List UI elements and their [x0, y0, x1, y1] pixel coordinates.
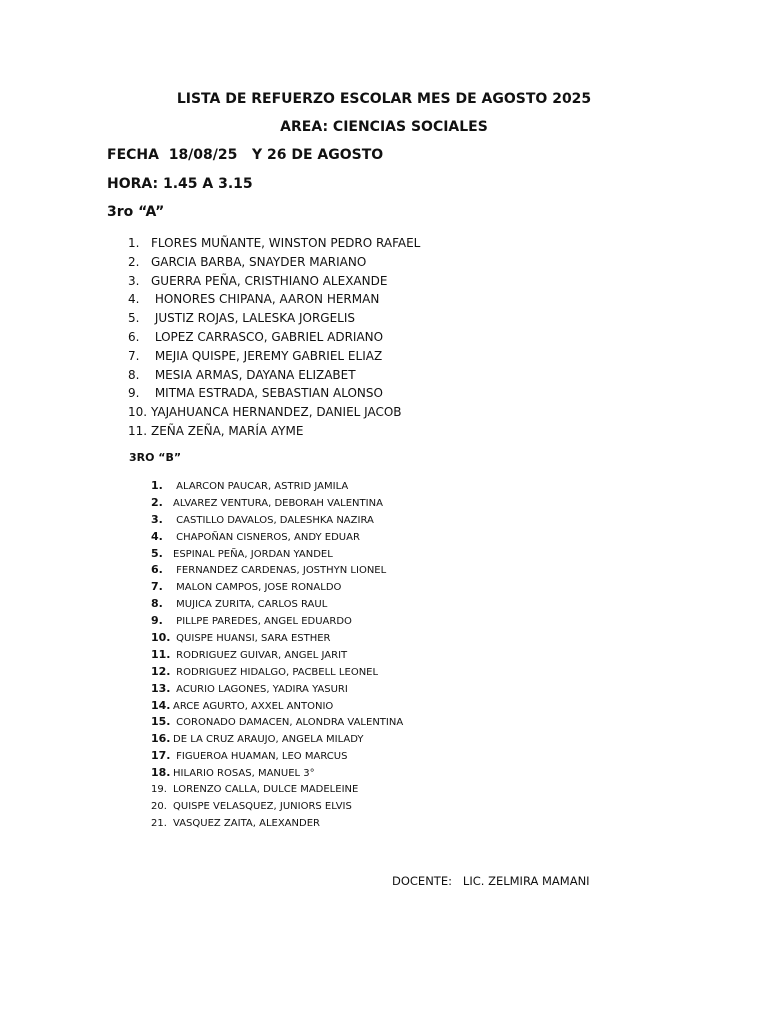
list-item-number: 9.: [128, 386, 140, 401]
list-item-number: 7.: [151, 580, 163, 594]
list-item-number: 3.: [128, 273, 140, 288]
list-item-number: 8.: [128, 367, 140, 382]
student-name: CORONADO DAMACEN, ALONDRA VALENTINA: [173, 717, 404, 729]
list-item-number: 4.: [128, 292, 140, 307]
list-item-number: 3.: [151, 512, 163, 526]
student-name: QUISPE VELASQUEZ, JUNIORS ELVIS: [173, 800, 352, 812]
student-name: CASTILLO DAVALOS, DALESHKA NAZIRA: [173, 514, 374, 526]
list-item: [151, 596, 403, 613]
docente-signature-line: DOCENTE: LIC. ZELMIRA MAMANI: [392, 874, 590, 888]
list-item-number: 16.: [151, 732, 171, 746]
list-item-number: 5.: [128, 311, 140, 326]
student-name: ARCE AGURTO, AXXEL ANTONIO: [173, 700, 334, 712]
student-name: CHAPOÑAN CISNEROS, ANDY EDUAR: [173, 531, 360, 543]
list-item: [151, 782, 403, 799]
list-item-number: 1.: [128, 236, 140, 250]
student-name: ESPINAL PEÑA, JORDAN YANDEL: [173, 548, 333, 560]
student-name: LOPEZ CARRASCO, GABRIEL ADRIANO: [151, 329, 384, 344]
list-item-number: 14.: [151, 698, 171, 712]
student-name: RODRIGUEZ HIDALGO, PACBELL LEONEL: [173, 666, 379, 678]
list-item-number: 21.: [151, 817, 167, 829]
list-item: [128, 347, 420, 366]
list-item: [128, 403, 420, 422]
student-name: ZEÑA ZEÑA, MARÍA AYME: [151, 423, 304, 438]
list-item: [151, 613, 403, 630]
student-name: QUISPE HUANSI, SARA ESTHER: [173, 633, 331, 645]
list-item-number: 9.: [151, 614, 163, 628]
student-name: MESIA ARMAS, DAYANA ELIZABET: [151, 367, 356, 382]
student-name: RODRIGUEZ GUIVAR, ANGEL JARIT: [173, 649, 348, 661]
list-item-number: 1.: [151, 479, 163, 492]
student-name: ALVAREZ VENTURA, DEBORAH VALENTINA: [173, 497, 383, 509]
section-a-student-list: [128, 234, 420, 441]
list-item-number: 11.: [128, 423, 148, 438]
list-item: [151, 495, 403, 512]
list-item-number: 2.: [151, 495, 163, 509]
student-name: ALARCON PAUCAR, ASTRID JAMILA: [173, 481, 349, 492]
list-item: [151, 731, 403, 748]
student-name: YAJAHUANCA HERNANDEZ, DANIEL JACOB: [151, 405, 402, 420]
list-item-number: 10.: [128, 405, 148, 420]
list-item-number: 18.: [151, 766, 171, 780]
list-item: [151, 799, 403, 816]
list-item: [151, 562, 403, 579]
list-item-number: 11.: [151, 647, 171, 661]
list-item-number: 10.: [151, 631, 171, 645]
list-item: [151, 512, 403, 529]
list-item: [151, 579, 403, 596]
list-item: [151, 478, 403, 495]
student-name: FERNANDEZ CARDENAS, JOSTHYN LIONEL: [173, 565, 387, 577]
area-heading: AREA: CIENCIAS SOCIALES: [280, 119, 488, 135]
section-b-student-list: [151, 478, 403, 833]
list-item-number: 15.: [151, 715, 171, 729]
hora-line: HORA: 1.45 A 3.15: [107, 176, 253, 192]
student-name: HILARIO ROSAS, MANUEL 3°: [173, 768, 315, 780]
list-item: [151, 816, 403, 833]
student-name: HONORES CHIPANA, AARON HERMAN: [151, 292, 380, 307]
student-name: FLORES MUÑANTE, WINSTON PEDRO RAFAEL: [151, 236, 421, 250]
list-item-number: 4.: [151, 529, 163, 543]
fecha-line: FECHA 18/08/25 Y 26 DE AGOSTO: [107, 147, 384, 163]
list-item-number: 17.: [151, 749, 171, 763]
student-name: ACURIO LAGONES, YADIRA YASURI: [173, 683, 348, 695]
list-item: [151, 681, 403, 698]
student-name: MITMA ESTRADA, SEBASTIAN ALONSO: [151, 386, 383, 401]
list-item-number: 13.: [151, 681, 171, 695]
list-item: [151, 647, 403, 664]
list-item: [151, 630, 403, 647]
student-name: MEJIA QUISPE, JEREMY GABRIEL ELIAZ: [151, 348, 383, 363]
list-item: [151, 714, 403, 731]
list-item: [151, 529, 403, 546]
list-item: [128, 328, 420, 347]
student-name: VASQUEZ ZAITA, ALEXANDER: [173, 817, 320, 829]
list-item-number: 2.: [128, 254, 140, 269]
list-item: [128, 253, 420, 272]
list-item-number: 8.: [151, 597, 163, 611]
list-item: [128, 366, 420, 385]
list-item: [128, 309, 420, 328]
list-item: [128, 422, 420, 441]
student-name: FIGUEROA HUAMAN, LEO MARCUS: [173, 751, 348, 763]
list-item: [128, 384, 420, 403]
list-item: [151, 748, 403, 765]
student-name: GUERRA PEÑA, CRISTHIANO ALEXANDE: [151, 273, 388, 288]
student-name: MUJICA ZURITA, CARLOS RAUL: [173, 599, 328, 611]
list-item-number: 12.: [151, 664, 171, 678]
list-item: [151, 698, 403, 715]
list-item: [128, 272, 420, 291]
section-b-heading: 3RO “B”: [129, 451, 182, 464]
list-item-number: 19.: [151, 784, 167, 796]
student-name: LORENZO CALLA, DULCE MADELEINE: [173, 784, 359, 796]
student-name: DE LA CRUZ ARAUJO, ANGELA MILADY: [173, 734, 364, 746]
document-title: LISTA DE REFUERZO ESCOLAR MES DE AGOSTO 2025: [176, 91, 592, 107]
list-item: [151, 546, 403, 563]
list-item-number: 6.: [151, 563, 163, 577]
list-item: [128, 290, 420, 309]
list-item-number: 7.: [128, 348, 140, 363]
student-name: MALON CAMPOS, JOSE RONALDO: [173, 582, 342, 594]
list-item: [128, 234, 420, 253]
student-name: JUSTIZ ROJAS, LALESKA JORGELIS: [151, 311, 356, 326]
list-item: [151, 664, 403, 681]
section-a-heading: 3ro “A”: [107, 204, 165, 220]
list-item-number: 20.: [151, 800, 167, 812]
student-name: GARCIA BARBA, SNAYDER MARIANO: [151, 254, 367, 269]
student-name: PILLPE PAREDES, ANGEL EDUARDO: [173, 616, 352, 628]
list-item-number: 6.: [128, 329, 140, 344]
list-item-number: 5.: [151, 546, 163, 560]
list-item: [151, 765, 403, 782]
